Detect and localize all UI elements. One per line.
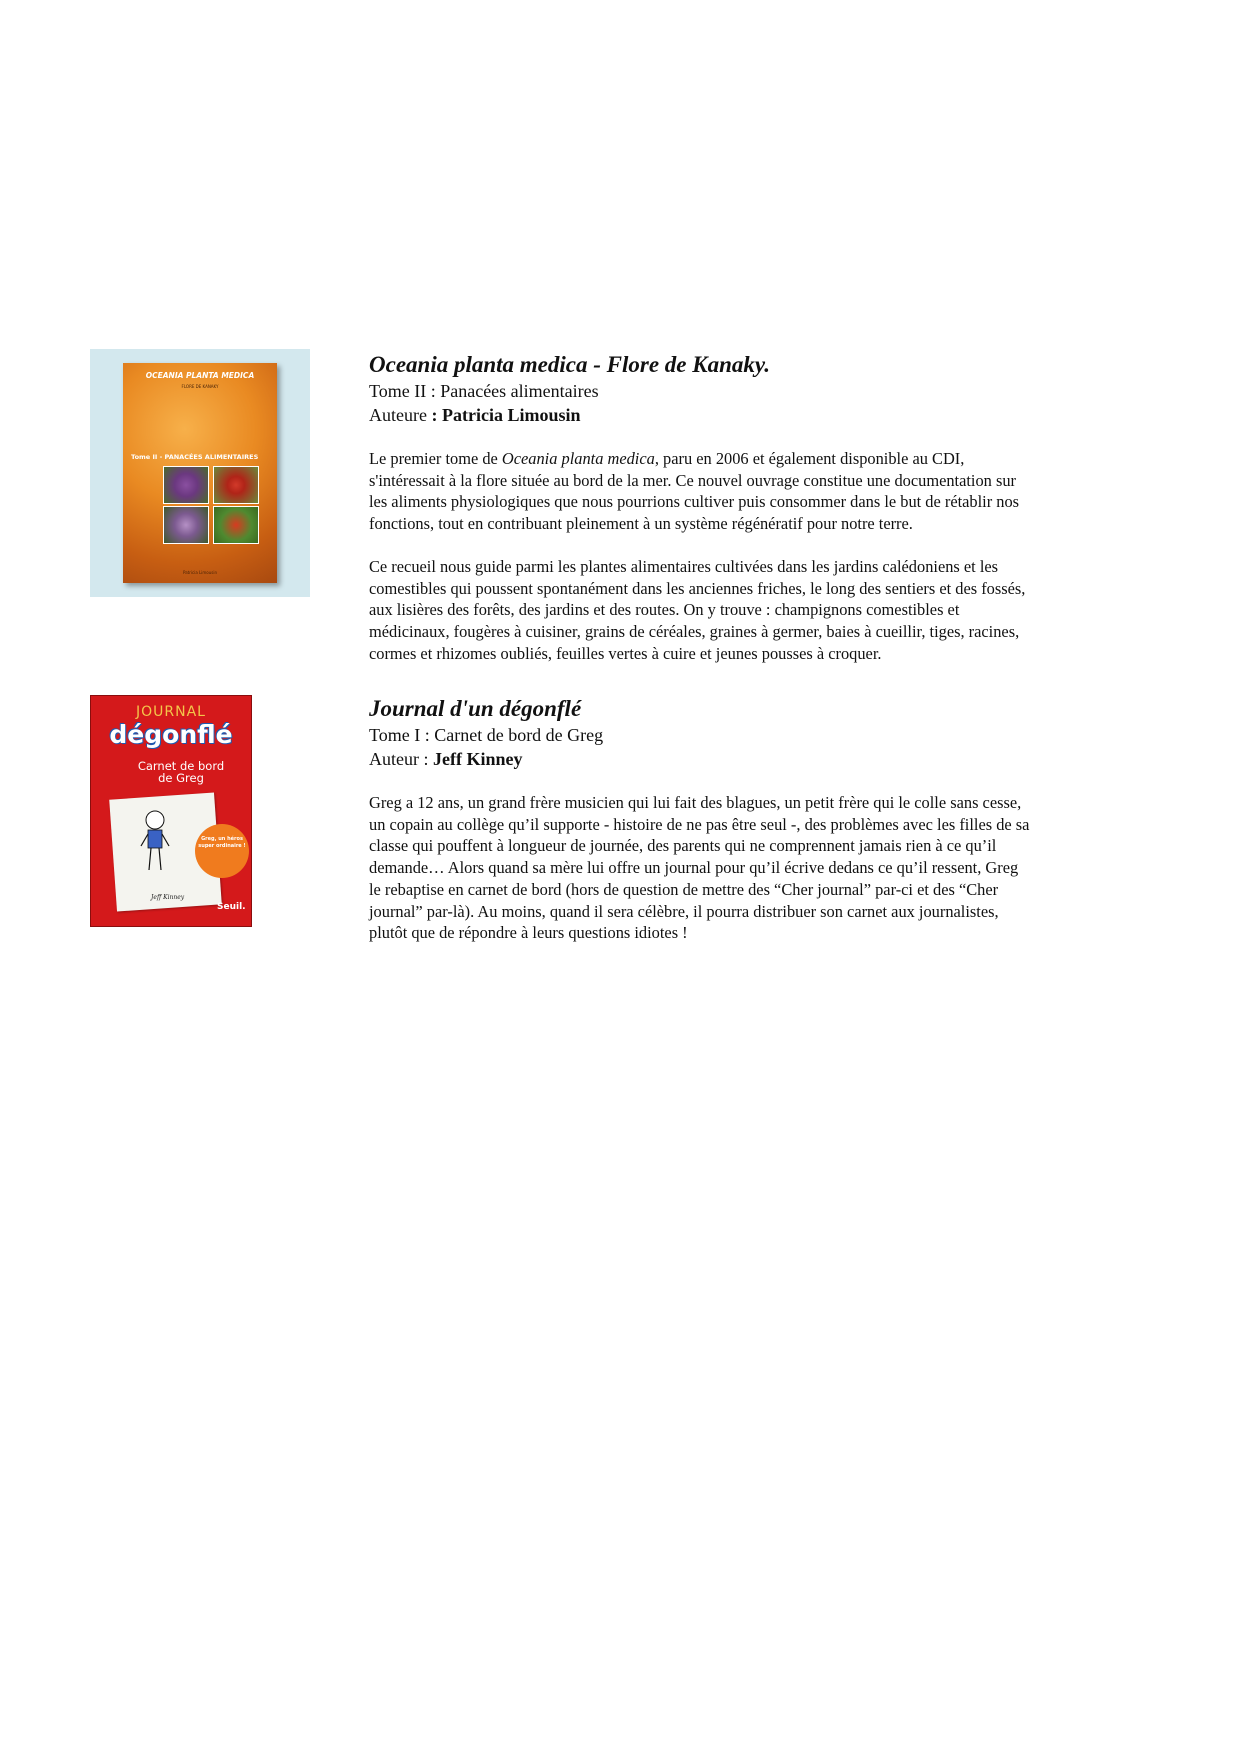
cover-photo-flower — [163, 466, 209, 504]
description-line: s'intéressait à la flore située au bord de la mer. Ce nouvel ouvrage constitue une documentation sur — [369, 470, 1016, 490]
cover-degonfle: dégonflé — [109, 720, 233, 749]
description-line: les aliments physiologiques que nous pourrions cultiver puis consommer dans le but de rétablir nos — [369, 492, 1020, 512]
cover-title: OCEANIA PLANTA MEDICA — [145, 371, 255, 380]
description-line: un copain au collège qu’il supporte - histoire de ne pas être seul -, des problèmes avec les filles de sa — [369, 814, 1030, 834]
book-cover-journal-dun-degonfle — [90, 695, 252, 927]
cover-carnet: Carnet de bord de Greg — [137, 759, 225, 785]
book-description — [369, 792, 1134, 944]
book-text-2 — [369, 351, 1134, 664]
description-line: médicinaux, fougères à cuisiner, grains de céréales, graines à germer, baies à cueillir, tiges, racines, — [369, 621, 1020, 641]
description-line: fonctions, tout en contribuant pleinement à un système régénératif pour notre terre. — [369, 514, 913, 534]
text-run: , paru en 2006 et également disponible au CDI, — [654, 449, 965, 468]
author-label: Auteur : — [369, 749, 433, 769]
book-text-3 — [369, 695, 1134, 944]
book-cover-oceania-planta-medica — [90, 349, 310, 597]
cover-photo-berry — [213, 466, 259, 504]
book-author-line — [369, 747, 1134, 771]
cover-photo-blossom — [163, 506, 209, 544]
italic-title-run: Oceania planta medica — [501, 449, 655, 468]
book-author-line — [369, 403, 1134, 427]
cover-publisher-logo: Seuil. — [217, 902, 246, 912]
author-name: Jeff Kinney — [432, 749, 523, 769]
description-line: demande… Alors quand sa mère lui offre un journal pour qu’il écrive dedans ce qu’il ressent, Greg — [369, 858, 1019, 878]
description-line: comestibles qui poussent spontanément dans les anciennes friches, le long des sentiers et des fossés, — [369, 578, 1026, 598]
description-line: Ce recueil nous guide parmi les plantes alimentaires cultivées dans les jardins calédoniens et les — [369, 556, 999, 576]
description-line: cormes et rhizomes oubliés, feuilles vertes à cuire et jeunes pousses à croquer. — [369, 643, 882, 663]
book-title: Journal d'un dégonflé — [369, 696, 582, 721]
book-title: Oceania planta medica - Flore de Kanaky. — [369, 352, 770, 377]
cover-flore: FLORE DE KANAKY — [181, 384, 219, 389]
cover-author: Patricia Limousin — [183, 570, 217, 575]
author-label: Auteure — [369, 405, 432, 425]
text-run: Le premier tome de — [369, 449, 502, 468]
description-line: plutôt que de répondre à leurs questions idiotes ! — [369, 923, 688, 943]
cover-author: Jeff Kinney — [151, 894, 185, 901]
description-line: Greg a 12 ans, un grand frère musicien qui lui fait des blagues, un petit frère qui le colle sans cesse, — [369, 793, 1022, 812]
cover-image — [90, 695, 252, 927]
cover-image — [123, 363, 277, 583]
book-subtitle: Tome I : Carnet de bord de Greg — [369, 725, 604, 745]
book-subtitle: Tome II : Panacées alimentaires — [369, 381, 599, 401]
book-description-2 — [369, 556, 1134, 665]
cover-photo-leaves — [213, 506, 259, 544]
description-line — [369, 448, 1134, 470]
cover-greg-drawing — [137, 808, 173, 878]
description-line: aux lisières des forêts, des jardins et des routes. On y trouve : champignons comestibles et — [369, 600, 960, 620]
description-line: classe qui pouffent à longueur de journée, des parents qui ne comprennent jamais rien à ce qu’il — [369, 836, 997, 856]
author-name: : Patricia Limousin — [431, 405, 581, 425]
cover-tome: Tome II - PANACÉES ALIMENTAIRES — [131, 453, 259, 461]
description-line: journal” par-là). Au moins, quand il sera célèbre, il pourra distribuer son carnet aux journalistes, — [369, 901, 999, 921]
cover-badge: Greg, un héros super ordinaire ! — [195, 824, 249, 878]
book-description-1 — [369, 448, 1134, 535]
description-line: le rebaptise en carnet de bord (hors de question de mettre des “Cher journal” par-ci et des “Cher — [369, 879, 999, 899]
cover-journal: JOURNAL — [136, 704, 206, 720]
